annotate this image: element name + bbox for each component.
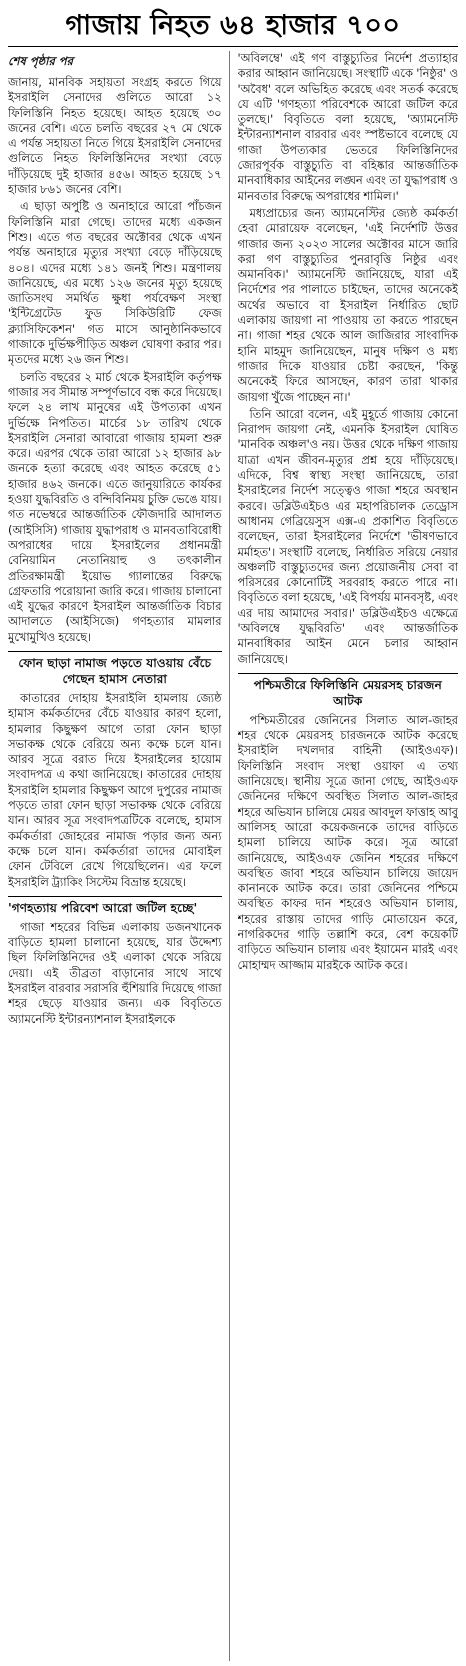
paragraph: গাজা শহরের বিভিন্ন এলাকায় ডজনখানেক বাড়িতে হামলা চালানো হয়েছে, যার উদ্দেশ্য ছিল ফিলিস্তিনিদের ওই এলাকা থেকে সরিয়ে দেয়া। এই তীব্রতা বাড়ানোর সাথে সাথে ইসরাইল বারবার সরাসরি হুঁশিয়ারি দিয়েছে গাজা শহর ছেড়ে যাওয়ার জন্য। এক বিবৃতিতে অ্যামনেস্টি ইন্টারন্যাশনাল ইসরাইলকে xyxy=(8,919,222,1026)
paragraph: চলতি বছরের ২ মার্চ থেকে ইসরাইলি কর্তৃপক্ষ গাজার সব সীমান্ত সম্পূর্ণভাবে বন্ধ করে দিয়েছে। ফলে ২৪ লাখ মানুষের এই উপত্যকা এখন দুর্ভিক্ষে নিপতিত। মার্চের ১৮ তারিখ থেকে ইসরাইলি সেনারা আবারো গাজায় হামলা শুরু করে। এরপর থেকে তারা আরো ১২ হাজার ৯৮ জনকে হত্যা করেছে এবং আহত করেছে ৫১ হাজার ৪৬২ জনকে। এতে জানুয়ারিতে কার্যকর হওয়া যুদ্ধবিরতি ও বন্দিবিনিময় চুক্তি ভেঙে যায়। গত নভেম্বরে আন্তর্জাতিক ফৌজদারি আদালত (আইসিসি) গাজায় যুদ্ধাপরাধ ও মানবতাবিরোধী অপরাধের দায়ে ইসরাইলের প্রধানমন্ত্রী বেনিয়ামিন নেতানিয়াহু ও তৎকালীন প্রতিরক্ষামন্ত্রী ইয়োভ গ্যালান্তের বিরুদ্ধে গ্রেফতারি পরোয়ানা জারি করে। গাজায় চালানো এই যুদ্ধের কারণে ইসরাইল আন্তর্জাতিক বিচার আদালতে (আইসিজে) গণহত্যার মামলার মুখোমুখিও হয়েছে। xyxy=(8,369,222,644)
continued-note: শেষ পৃষ্ঠার পর xyxy=(8,54,73,68)
paragraph: এ ছাড়া অপুষ্টি ও অনাহারে আরো পাঁচজন ফিলিস্তিনি মারা গেছে। তাদের মধ্যে একজন শিশু। এতে গত বছরের অক্টোবর থেকে এখন পর্যন্ত অনাহারে মৃত্যুর সংখ্যা বেড়ে দাঁড়িয়েছে ৪০৪। এদের মধ্যে ১৪১ জনই শিশু। মন্ত্রণালয় জানিয়েছে, এর মধ্যে ১২৬ জনের মৃত্যু হয়েছে জাতিসংঘ সমর্থিত ক্ষুধা পর্যবেক্ষণ সংস্থা 'ইন্টিগ্রেটেড ফুড সিকিউরিটি ফেজ ক্ল্যাসিফিকেশন' গত মাসে আনুষ্ঠানিকভাবে গাজাকে দুর্ভিক্ষপীড়িত অঞ্চল ঘোষণা করার পর। মৃতদের মধ্যে ২৬ জন শিশু। xyxy=(8,199,222,367)
paragraph: মধ্যপ্রাচ্যের জন্য অ্যামনেস্টির জ্যেষ্ঠ কর্মকর্তা হেবা মোরায়েফ বলেছেন, 'এই নির্দেশটি উত্তর গাজার জন্য ২০২৩ সালের অক্টোবর মাসে জারি করা গণ বাস্তুচ্যুতির পুনরাবৃত্তি নিষ্ঠুর এবং অমানবিক।' অ্যামনেস্টি জানিয়েছে, যারা এই নির্দেশের পর পালাতে চাইছেন, তাদের অনেকেই অর্থের অভাবে বা ইসরাইল নির্ধারিত ছোট এলাকায় জায়গা না পাওয়ায় তা করতে পারছেন না। গাজা শহর থেকে আল জাজিরার সাংবাদিক হানি মাহমুদ জানিয়েছেন, মানুষ দক্ষিণ ও মধ্য গাজার দিকে যাওয়ার চেষ্টা করছেন, 'কিন্তু অনেকেই ফিরে আসছেন, কারণ তারা থাকার জায়গা খুঁজে পাচ্ছেন না।' xyxy=(237,205,458,404)
paragraph: তিনি আরো বলেন, এই মুহূর্তে গাজায় কোনো নিরাপদ জায়গা নেই, এমনকি ইসরাইল ঘোষিত 'মানবিক অঞ্চল'ও নয়। উত্তর থেকে দক্ষিণ গাজায় যাত্রা এখন জীবন-মৃত্যুর প্রশ্ন হয়ে দাঁড়িয়েছে। এদিকে, বিশ্ব স্বাস্থ্য সংস্থা জানিয়েছে, তারা ইসরাইলের নির্দেশ সত্ত্বেও গাজা শহরে অবস্থান করবে। ডব্লিউএইচও এর মহাপরিচালক তেড্রোস আধানম গেব্রিয়েসুস এক্স-এ প্রকাশিত বিবৃতিতে বলেছেন, তারা ইসরাইলের নির্দেশে 'ভীষণভাবে মর্মাহত'। সংস্থাটি বলেছে, নির্ধারিত সরিয়ে নেয়ার অঞ্চলটি বাস্তুচ্যুতদের জন্য প্রয়োজনীয় সেবা বা পরিসরের কোনোটিই সরবরাহ করতে পারে না। বিবৃতিতে বলা হয়েছে, 'এই বিপর্যয় মানবসৃষ্ট, এবং এর দায় আমাদের সবার।' ডব্লিউএইচও এক্ষেত্রে 'অবিলম্বে যুদ্ধবিরতি' এবং আন্তর্জাতিক মানবাধিকার আইন মেনে চলার আহ্বান জানিয়েছে। xyxy=(237,406,458,666)
subheading: 'গণহত্যায় পরিবেশ আরো জটিল হচ্ছে' xyxy=(8,896,222,916)
right-column xyxy=(238,51,458,1661)
subheading: ফোন ছাড়া নামাজ পড়তে যাওয়ায় বেঁচে গেছেন হামাস নেতারা xyxy=(8,651,222,687)
paragraph: কাতারের দোহায় ইসরাইলি হামলায় জ্যেষ্ঠ হামাস কর্মকর্তাদের বেঁচে যাওয়ার কারণ হলো, হামলার কিছুক্ষণ আগে তারা ফোন ছাড়া সভাকক্ষ থেকে বেরিয়ে অন্য কক্ষে চলে যান। আরব সূত্রে বরাত দিয়ে ইসরাইলের হায়োম সংবাদপত্র এ কথা জানিয়েছে। কাতারের দোহায় ইসরাইলি হামলার কিছুক্ষণ আগে দুপুরের নামাজ পড়তে তারা ফোন ছাড়া সভাকক্ষ থেকে বেরিয়ে যান। আরব সূত্র সংবাদপত্রটিকে বলেছে, হামাস কর্মকর্তারা জোহরের নামাজ পড়ার জন্য অন্য কক্ষে চলে যান। কর্মকর্তারা তাদের মোবাইল ফোন টেবিলে রেখে গিয়েছিলেন। এর ফলে ইসরাইলি ট্র্যাকিং সিস্টেম বিভ্রান্ত হয়েছে। xyxy=(8,690,222,889)
subheading: পশ্চিমতীরে ফিলিস্তিনি মেয়রসহ চারজন আটক xyxy=(238,673,458,709)
paragraph: পশ্চিমতীরের জেনিনের সিলাত আল-জাহর শহর থেকে মেয়রসহ চারজনকে আটক করেছে ইসরাইলি দখলদার বাহিনী (আইওএফ)। ফিলিস্তিনি সংবাদ সংস্থা ওয়াফা এ তথ্য জানিয়েছে। স্থানীয় সূত্রে জানা গেছে, আইওএফ জেনিনের দক্ষিণে অবস্থিত সিলাত আল-জাহর শহরে অভিযান চালিয়ে মেয়র আবদুল ফাত্তাহ আবু আলিসহ আরো কয়েকজনকে তাদের বাড়িতে হামলা চালিয়ে আটক করে। সূত্র আরো জানিয়েছে, আইওএফ জেনিন শহরের দক্ষিণে অবস্থিত জাবা শহরে অভিযান চালিয়ে জায়েদ কানানকে আটক করে। তারা জেনিনের পশ্চিমে অবস্থিত কাফর দান শহরেও অভিযান চালায়, শহরের রাস্তায় তাদের গাড়ি মোতায়েন করে, নাগরিকদের গাড়ি তল্লাশি করে, বেশ কয়েকটি বাড়িতে অভিযান চালায় এবং ইয়ামেন মারই এবং মোহাম্মদ আজ্জাম মারইকে আটক করে। xyxy=(237,712,458,972)
headline: গাজায় নিহত ৬৪ হাজার ৭০০ xyxy=(8,6,458,47)
paragraph: জানায়, মানবিক সহায়তা সংগ্রহ করতে গিয়ে ইসরাইলি সেনাদের গুলিতে আরো ১২ ফিলিস্তিনি নিহত হয়েছে। আহত হয়েছে ৩০ জনের বেশি। এতে চলতি বছরের ২৭ মে থেকে এ পর্যন্ত সহায়তা নিতে গিয়ে ইসরাইলি সেনাদের গুলিতে নিহত ফিলিস্তিনিদের সংখ্যা বেড়ে দাঁড়িয়েছে দুই হাজার ৪৫৬। আহত হয়েছে ১৭ হাজার ৮৬১ জনের বেশি। xyxy=(8,75,222,197)
paragraph: 'অবিলম্বে' এই গণ বাস্তুচ্যুতির নির্দেশ প্রত্যাহার করার আহ্বান জানিয়েছে। সংস্থাটি একে 'নিষ্ঠুর' ও 'অবৈধ' বলে অভিহিত করেছে এবং সতর্ক করেছে যে এটি 'গণহত্যা পরিবেশকে আরো জটিল করে তুলছে।' বিবৃতিতে বলা হয়েছে, 'অ্যামনেস্টি ইন্টারন্যাশনাল বারবার এবং স্পষ্টভাবে বলেছে যে গাজা উপত্যকার ভেতরে ফিলিস্তিনিদের জোরপূর্বক বাস্তুচ্যুতি বা বহিষ্কার আন্তর্জাতিক মানবাধিকার আইনের লঙ্ঘন এবং তা যুদ্ধাপরাধ ও মানবতার বিরুদ্ধে অপরাধের শামিল।' xyxy=(237,51,458,203)
left-column xyxy=(8,51,230,1661)
article-columns xyxy=(8,51,458,1661)
